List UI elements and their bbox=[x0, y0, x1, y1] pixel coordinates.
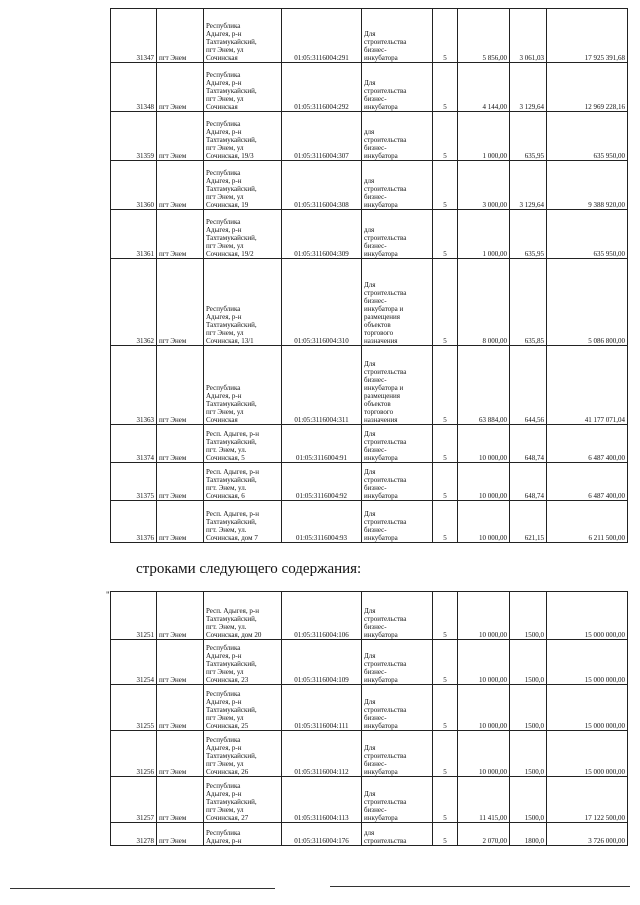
cell-address: Республика Адыгея, р-н Тахтамукайский, пгт Энем, ул Сочинская, 19/3 bbox=[204, 112, 282, 161]
cell-cadastral-id: 31278 bbox=[111, 823, 157, 846]
land-plot-table-bottom bbox=[110, 591, 628, 846]
cell-cadastral-id: 31359 bbox=[111, 112, 157, 161]
cell-cadastral-id: 31362 bbox=[111, 259, 157, 346]
table-row bbox=[111, 161, 628, 210]
cell-purpose: Для строительства бизнес- инкубатора bbox=[362, 777, 433, 823]
cell-address: Республика Адыгея, р-н bbox=[204, 823, 282, 846]
cell-settlement: пгт Энем bbox=[157, 592, 204, 640]
cell-purpose: для строительства бизнес- инкубатора bbox=[362, 210, 433, 259]
cell-cadastral-number: 01:05:3116004:309 bbox=[282, 210, 362, 259]
cell-area: 10 000,00 bbox=[458, 640, 510, 685]
cell-price-per-unit: 3 129,64 bbox=[510, 63, 547, 112]
cell-cadastral-id: 31254 bbox=[111, 640, 157, 685]
cell-area: 10 000,00 bbox=[458, 685, 510, 731]
cell-settlement: пгт Энем bbox=[157, 112, 204, 161]
cell-area: 1 000,00 bbox=[458, 112, 510, 161]
cell-cadastral-number: 01:05:3116004:176 bbox=[282, 823, 362, 846]
cell-cadastral-number: 01:05:3116004:109 bbox=[282, 640, 362, 685]
cell-cadastral-number: 01:05:3116004:311 bbox=[282, 346, 362, 425]
cell-cadastral-id: 31361 bbox=[111, 210, 157, 259]
cell-cadastral-id: 31375 bbox=[111, 463, 157, 501]
cell-area: 10 000,00 bbox=[458, 425, 510, 463]
cell-address: Респ. Адыгея, р-н Тахтамукайский, пгт. Энем, ул. Сочинская, дом 20 bbox=[204, 592, 282, 640]
cell-total-value: 6 211 500,00 bbox=[547, 501, 628, 543]
cell-price-per-unit: 1500,0 bbox=[510, 731, 547, 777]
cell-cadastral-number: 01:05:3116004:291 bbox=[282, 9, 362, 63]
cell-settlement: пгт Энем bbox=[157, 63, 204, 112]
cell-cadastral-number: 01:05:3116004:111 bbox=[282, 685, 362, 731]
cell-total-value: 12 969 228,16 bbox=[547, 63, 628, 112]
cell-price-per-unit: 635,95 bbox=[510, 210, 547, 259]
cell-address: Республика Адыгея, р-н Тахтамукайский, пгт Энем, ул Сочинская bbox=[204, 63, 282, 112]
cell-area: 10 000,00 bbox=[458, 501, 510, 543]
cell-price-per-unit: 648,74 bbox=[510, 463, 547, 501]
cell-area: 8 000,00 bbox=[458, 259, 510, 346]
cell-cadastral-number: 01:05:3116004:307 bbox=[282, 112, 362, 161]
land-plot-table-top bbox=[110, 8, 628, 543]
cell-purpose: Для строительства бизнес- инкубатора bbox=[362, 731, 433, 777]
cell-settlement: пгт Энем bbox=[157, 777, 204, 823]
cell-purpose: Для строительства бизнес- инкубатора bbox=[362, 501, 433, 543]
cell-price-per-unit: 635,95 bbox=[510, 112, 547, 161]
cell-purpose: для строительства бизнес- инкубатора bbox=[362, 112, 433, 161]
table-row bbox=[111, 640, 628, 685]
cell-area: 10 000,00 bbox=[458, 731, 510, 777]
cell-total-value: 635 950,00 bbox=[547, 112, 628, 161]
cell-settlement: пгт Энем bbox=[157, 346, 204, 425]
opening-quote-mark: " bbox=[106, 590, 110, 600]
cell-purpose: для строительства bbox=[362, 823, 433, 846]
cell-price-per-unit: 3 129,64 bbox=[510, 161, 547, 210]
cell-cadastral-number: 01:05:3116004:112 bbox=[282, 731, 362, 777]
cell-total-value: 15 000 000,00 bbox=[547, 592, 628, 640]
cell-cadastral-number: 01:05:3116004:106 bbox=[282, 592, 362, 640]
cell-area: 3 000,00 bbox=[458, 161, 510, 210]
cell-purpose: Для строительства бизнес- инкубатора bbox=[362, 463, 433, 501]
cell-address: Респ. Адыгея, р-н Тахтамукайский, пгт. Энем, ул. Сочинская, дом 7 bbox=[204, 501, 282, 543]
cell-rate: 5 bbox=[433, 823, 458, 846]
cell-address: Республика Адыгея, р-н Тахтамукайский, пгт Энем, ул Сочинская, 19/2 bbox=[204, 210, 282, 259]
cell-price-per-unit: 621,15 bbox=[510, 501, 547, 543]
cell-total-value: 17 122 500,00 bbox=[547, 777, 628, 823]
cell-settlement: пгт Энем bbox=[157, 823, 204, 846]
table-row bbox=[111, 346, 628, 425]
cell-settlement: пгт Энем bbox=[157, 463, 204, 501]
cell-address: Республика Адыгея, р-н Тахтамукайский, пгт Энем, ул Сочинская, 19 bbox=[204, 161, 282, 210]
cell-settlement: пгт Энем bbox=[157, 731, 204, 777]
table-row bbox=[111, 685, 628, 731]
cell-total-value: 635 950,00 bbox=[547, 210, 628, 259]
cell-cadastral-number: 01:05:3116004:310 bbox=[282, 259, 362, 346]
cell-total-value: 6 487 400,00 bbox=[547, 463, 628, 501]
cell-purpose: Для строительства бизнес- инкубатора bbox=[362, 425, 433, 463]
cell-rate: 5 bbox=[433, 259, 458, 346]
cell-total-value: 15 000 000,00 bbox=[547, 731, 628, 777]
cell-purpose: Для строительства бизнес- инкубатора bbox=[362, 63, 433, 112]
cell-settlement: пгт Энем bbox=[157, 210, 204, 259]
cell-cadastral-number: 01:05:3116004:91 bbox=[282, 425, 362, 463]
table-row bbox=[111, 823, 628, 846]
cell-address: Республика Адыгея, р-н Тахтамукайский, пгт Энем, ул Сочинская, 13/1 bbox=[204, 259, 282, 346]
cell-area: 1 000,00 bbox=[458, 210, 510, 259]
bottom-rule-left bbox=[10, 888, 275, 889]
cell-total-value: 41 177 071,04 bbox=[547, 346, 628, 425]
cell-price-per-unit: 1500,0 bbox=[510, 685, 547, 731]
table-row bbox=[111, 501, 628, 543]
cell-settlement: пгт Энем bbox=[157, 9, 204, 63]
cell-address: Республика Адыгея, р-н Тахтамукайский, пгт Энем, ул Сочинская, 25 bbox=[204, 685, 282, 731]
cell-rate: 5 bbox=[433, 463, 458, 501]
cell-address: Респ. Адыгея, р-н Тахтамукайский, пгт. Энем, ул. Сочинская, 6 bbox=[204, 463, 282, 501]
table-row bbox=[111, 425, 628, 463]
cell-cadastral-number: 01:05:3116004:93 bbox=[282, 501, 362, 543]
cell-price-per-unit: 1500,0 bbox=[510, 777, 547, 823]
cell-cadastral-id: 31255 bbox=[111, 685, 157, 731]
cell-price-per-unit: 1800,0 bbox=[510, 823, 547, 846]
cell-rate: 5 bbox=[433, 592, 458, 640]
table-row bbox=[111, 777, 628, 823]
cell-rate: 5 bbox=[433, 346, 458, 425]
cell-rate: 5 bbox=[433, 9, 458, 63]
cell-total-value: 15 000 000,00 bbox=[547, 685, 628, 731]
cell-settlement: пгт Энем bbox=[157, 161, 204, 210]
cell-rate: 5 bbox=[433, 63, 458, 112]
cell-rate: 5 bbox=[433, 112, 458, 161]
table-row bbox=[111, 112, 628, 161]
table-row bbox=[111, 210, 628, 259]
cell-purpose: Для строительства бизнес- инкубатора bbox=[362, 592, 433, 640]
cell-price-per-unit: 3 061,03 bbox=[510, 9, 547, 63]
cell-cadastral-id: 31360 bbox=[111, 161, 157, 210]
cell-cadastral-number: 01:05:3116004:113 bbox=[282, 777, 362, 823]
cell-address: Республика Адыгея, р-н Тахтамукайский, пгт Энем, ул Сочинская bbox=[204, 9, 282, 63]
cell-address: Респ. Адыгея, р-н Тахтамукайский, пгт. Энем, ул. Сочинская, 5 bbox=[204, 425, 282, 463]
cell-purpose: Для строительства бизнес- инкубатора и размещения объектов торгового назначения bbox=[362, 346, 433, 425]
cell-cadastral-number: 01:05:3116004:92 bbox=[282, 463, 362, 501]
cell-area: 5 856,00 bbox=[458, 9, 510, 63]
cell-rate: 5 bbox=[433, 777, 458, 823]
cell-cadastral-id: 31348 bbox=[111, 63, 157, 112]
cell-settlement: пгт Энем bbox=[157, 501, 204, 543]
table-row bbox=[111, 63, 628, 112]
cell-cadastral-number: 01:05:3116004:292 bbox=[282, 63, 362, 112]
cell-settlement: пгт Энем bbox=[157, 685, 204, 731]
cell-price-per-unit: 1500,0 bbox=[510, 640, 547, 685]
cell-cadastral-id: 31374 bbox=[111, 425, 157, 463]
table-row bbox=[111, 259, 628, 346]
cell-rate: 5 bbox=[433, 731, 458, 777]
cell-area: 63 884,00 bbox=[458, 346, 510, 425]
cell-rate: 5 bbox=[433, 210, 458, 259]
cell-cadastral-id: 31251 bbox=[111, 592, 157, 640]
cell-settlement: пгт Энем bbox=[157, 640, 204, 685]
cell-price-per-unit: 635,85 bbox=[510, 259, 547, 346]
cell-purpose: Для строительства бизнес- инкубатора и размещения объектов торгового назначения bbox=[362, 259, 433, 346]
cell-area: 2 070,00 bbox=[458, 823, 510, 846]
replacement-caption: строками следующего содержания: bbox=[136, 561, 362, 577]
cell-cadastral-id: 31256 bbox=[111, 731, 157, 777]
cell-purpose: Для строительства бизнес- инкубатора bbox=[362, 640, 433, 685]
cell-area: 11 415,00 bbox=[458, 777, 510, 823]
cell-price-per-unit: 1500,0 bbox=[510, 592, 547, 640]
cell-cadastral-id: 31363 bbox=[111, 346, 157, 425]
cell-area: 10 000,00 bbox=[458, 592, 510, 640]
cell-cadastral-number: 01:05:3116004:308 bbox=[282, 161, 362, 210]
cell-total-value: 6 487 400,00 bbox=[547, 425, 628, 463]
cell-total-value: 3 726 000,00 bbox=[547, 823, 628, 846]
cell-total-value: 15 000 000,00 bbox=[547, 640, 628, 685]
table-row bbox=[111, 592, 628, 640]
cell-settlement: пгт Энем bbox=[157, 425, 204, 463]
table-row bbox=[111, 463, 628, 501]
cell-purpose: Для строительства бизнес- инкубатора bbox=[362, 9, 433, 63]
cell-price-per-unit: 648,74 bbox=[510, 425, 547, 463]
cell-rate: 5 bbox=[433, 425, 458, 463]
cell-area: 10 000,00 bbox=[458, 463, 510, 501]
cell-address: Республика Адыгея, р-н Тахтамукайский, пгт Энем, ул Сочинская, 27 bbox=[204, 777, 282, 823]
cell-address: Республика Адыгея, р-н Тахтамукайский, пгт Энем, ул Сочинская bbox=[204, 346, 282, 425]
cell-cadastral-id: 31376 bbox=[111, 501, 157, 543]
table-row bbox=[111, 9, 628, 63]
cell-settlement: пгт Энем bbox=[157, 259, 204, 346]
cell-address: Республика Адыгея, р-н Тахтамукайский, пгт Энем, ул Сочинская, 23 bbox=[204, 640, 282, 685]
cell-address: Республика Адыгея, р-н Тахтамукайский, пгт Энем, ул Сочинская, 26 bbox=[204, 731, 282, 777]
cell-cadastral-id: 31347 bbox=[111, 9, 157, 63]
cell-rate: 5 bbox=[433, 640, 458, 685]
cell-purpose: Для строительства бизнес- инкубатора bbox=[362, 685, 433, 731]
bottom-rule-right bbox=[330, 886, 630, 887]
cell-area: 4 144,00 bbox=[458, 63, 510, 112]
cell-price-per-unit: 644,56 bbox=[510, 346, 547, 425]
cell-total-value: 9 388 920,00 bbox=[547, 161, 628, 210]
cell-purpose: для строительства бизнес- инкубатора bbox=[362, 161, 433, 210]
cell-total-value: 5 086 800,00 bbox=[547, 259, 628, 346]
table-row bbox=[111, 731, 628, 777]
cell-cadastral-id: 31257 bbox=[111, 777, 157, 823]
cell-rate: 5 bbox=[433, 501, 458, 543]
cell-total-value: 17 925 391,68 bbox=[547, 9, 628, 63]
cell-rate: 5 bbox=[433, 685, 458, 731]
cell-rate: 5 bbox=[433, 161, 458, 210]
